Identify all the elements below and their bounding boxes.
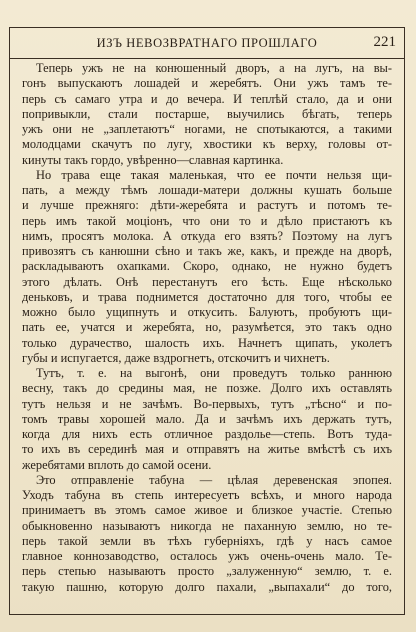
text-line: Это отправленіе табуна — цѣлая деревенская эпопея. — [36, 472, 392, 487]
text-line: томъ травы хорошей мало. Да и зачѣмъ ихъ держать тутъ, — [22, 411, 392, 426]
text-line: привозятъ съ канюшни сѣно и такъ же, какъ, и прежде на дворѣ, — [22, 244, 392, 258]
text-line: раскладываютъ охапками. Скоро, однако, не нужно будетъ — [22, 259, 392, 274]
text-line: Уходъ табуна въ степь интересуетъ всѣхъ, и много народа — [22, 488, 392, 502]
text-line: тутъ нельзя и не зачѣмъ. Во-первыхъ, тутъ „тѣсно“ и по- — [22, 396, 392, 411]
running-title: ИЗЪ НЕВОЗВРАТНАГО ПРОШЛАГО — [96, 36, 318, 50]
text-line: пать, а между тѣмъ лошади-матери должны кушать больше — [22, 183, 392, 197]
text-line: губы и испугается, даже вздрогнетъ, отскочитъ и чихнетъ. — [22, 350, 330, 365]
text-line: перь съ самаго утра и до вечера. И теплѣй стало, да и они — [22, 91, 392, 106]
text-line: кинуты такъ гордо, увѣренно—славная картинка. — [22, 152, 284, 167]
text-line: молодцами скачутъ по лугу, хвостики къ верху, головы от- — [22, 137, 392, 152]
text-line: Теперь ужъ не на конюшенный дворъ, а на лугъ, на вы- — [36, 61, 392, 75]
text-line: жеребятами вплоть до самой осени. — [22, 457, 212, 472]
header-rule — [9, 58, 405, 59]
text-line: перь такой земли въ тѣхъ губерніяхъ, гдѣ у насъ самое — [22, 533, 392, 548]
text-line: когда для нихъ есть отличное раздолье—степь. Вотъ туда- — [22, 427, 392, 441]
text-line: гонъ выпускаютъ лошадей и жеребятъ. Они ужъ тамъ те- — [22, 76, 392, 91]
text-line: главное коннозаводство, осталось ужъ очень-очень мало. Те- — [22, 549, 392, 563]
text-line: Но трава еще такая маленькая, что ее почти нельзя щи- — [36, 167, 392, 182]
text-line: перь имъ такой моціонъ, что они то и дѣло пристаютъ къ — [22, 213, 392, 228]
running-header — [12, 34, 402, 56]
text-line: этого дѣлать. Онѣ перестанутъ его ѣсть. Еще нѣсколько — [22, 274, 392, 289]
text-line: попривыкли, стали постарше, выучились бѣгать, теперь — [22, 106, 392, 121]
text-line: можно было ущипнуть и откусить. Балуютъ, пробуютъ щи- — [22, 305, 392, 319]
text-line: и лучше прежняго: дѣти-жеребята и растутъ и потомъ те- — [22, 198, 392, 213]
text-line: пать ее, учатся и жеребята, но, разумѣется, это такъ одно — [22, 320, 392, 335]
text-line: принимаетъ въ этомъ самое живое и близкое участіе. Степью — [22, 503, 392, 518]
body-text — [22, 61, 392, 595]
page-number: 221 — [373, 34, 396, 50]
text-line: ужъ они не „заплетаютъ“ ногами, не спотыкаются, а такими — [22, 122, 392, 136]
text-line: деньковъ, и трава поднимется достаточно для того, чтобы ее — [22, 289, 392, 304]
text-line: такую пашню, которую долго пахали, „выпахали“ до того, — [22, 579, 392, 594]
text-line: перь степью называютъ просто „залуженную“ землю, т. е. — [22, 564, 392, 579]
text-line: Тутъ, т. е. на выгонѣ, они проведутъ только раннюю — [36, 366, 392, 380]
text-line: то ихъ въ серединѣ мая и отправятъ на житье вмѣстѣ съ ихъ — [22, 442, 392, 457]
text-line: только дурачество, шалость ихъ. Начнетъ щипать, уколетъ — [22, 335, 392, 350]
text-line: весну, такъ до средины мая, не позже. Долго ихъ оставлять — [22, 381, 392, 396]
text-line: нимъ, просятъ молока. А откуда его взять? Поэтому на лугъ — [22, 228, 392, 243]
text-line: обыкновенно называютъ никогда не паханную землю, но те- — [22, 518, 392, 533]
